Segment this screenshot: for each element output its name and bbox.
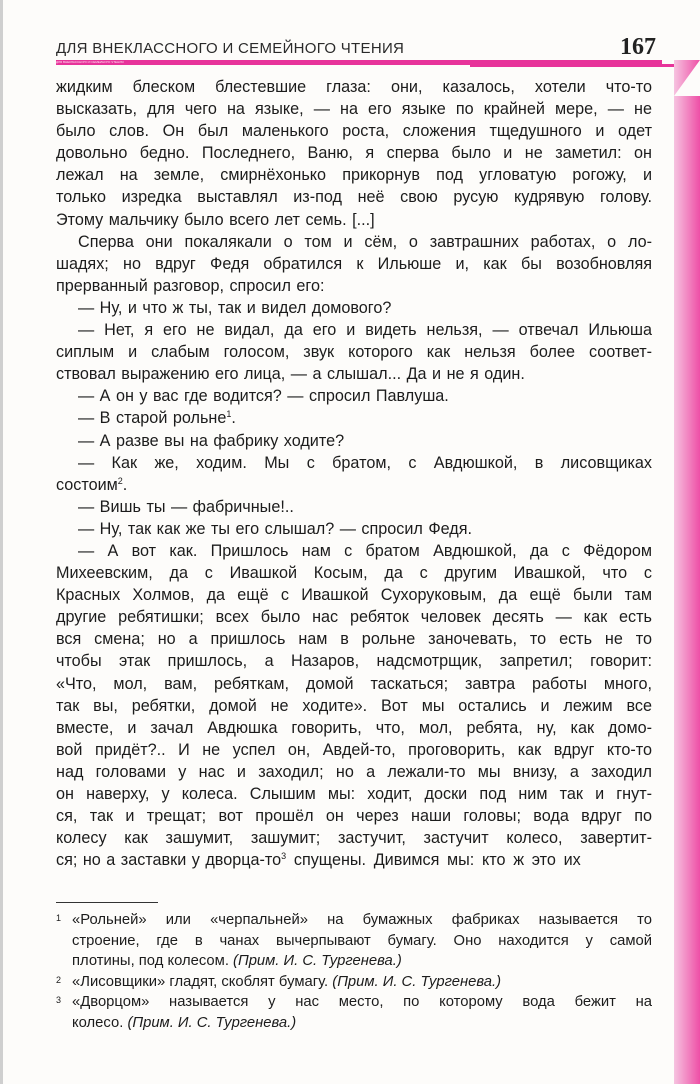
footnote-ref: 1 [226,409,232,420]
footnote-text [72,910,652,972]
text-line: Михеевским, да с Ивашкой Косым, да с другим Ивашкой, что с [56,564,652,583]
text-line [56,849,652,871]
footnote-ref: 3 [281,851,287,862]
text-line: — Как же, ходим. Мы с братом, с Авдюшкой, в лисовщиках [78,453,652,472]
footnote [56,910,652,972]
line-text: — В старой рольне [78,409,227,428]
footnote-line-text: колесо. [72,1014,128,1031]
text-line: ствовал выражению его лица, — а слышал... Да и не я один. [56,365,525,384]
section-tab [674,60,700,1084]
header-rule-tail [470,64,674,67]
text-line: Красных Холмов, да ещё с Ивашкой Сухоруковым, да ещё были там [56,586,652,605]
text-line: «Что, мол, вам, ребяткам, домой таскаться; завтра работы много, [56,674,652,693]
text-line: так вы, ребятки, домой не ходите». Вот мы остались и лежим все [56,696,652,715]
header-title: ДЛЯ ВНЕКЛАССНОГО И СЕМЕЙНОГО ЧТЕНИЯ [56,40,405,57]
text-line: высказать, для чего на языке, — на его языке по крайней мере, — не [56,100,652,119]
body-text [56,76,652,871]
page-edge [0,0,3,1084]
text-line: ся, так и трещат; вот прошёл он через наши головы; вода вдруг по [56,807,652,826]
footnote-number: 2 [56,974,62,985]
text-line: Сперва они покалякали о том и сём, о завтрашних работах, о ло- [78,232,652,251]
text-line: было слов. Он был маленького роста, сложения тщедушного и одет [56,122,652,141]
footnote-line: «Дворцом» называется у нас место, по которому вода бежит на [72,994,652,1010]
text-line: — А вот как. Пришлось нам с братом Авдюшкой, да с Фёдором [78,541,652,560]
text-line: — Вишь ты — фабричные!.. [78,497,294,516]
footnote-line [72,951,652,972]
text-line: лежал на земле, смирнёхонько прикорнув под угловатую рогожу, и [56,166,652,185]
footnote [56,992,652,1033]
text-line: довольно бедно. Последнего, Ваню, я сперва было и не заметил: он [56,144,652,163]
footnote-attribution: (Прим. И. С. Тургенева.) [332,973,502,990]
footnote-number: 1 [56,913,62,923]
footnote-text [72,992,652,1033]
text-line: прерванный разговор, спросил его: [56,276,325,295]
page-number: 167 [620,34,656,60]
text-line: — Ну, так как же ты его слышал? — спросил Федя. [78,519,473,538]
footnote-line: «Рольней» или «черпальней» на бумажных фабриках называется то [72,912,652,928]
text-line: шадях; но вдруг Федя обратился к Ильюше и, как бы возобновляя [56,254,652,273]
text-line: — Ну, и что ж ты, так и видел домового? [78,298,392,317]
punctuation: . [122,475,128,494]
footnote-text [72,972,652,993]
footnote-line-text: плотины, под колесом. [72,953,234,969]
text-line: над головами у нас и заходил; но а лежали-то мы внизу, а заходил [56,762,652,781]
header-micro-text: ДЛЯ ВНЕКЛАССНОГО И СЕМЕЙНОГО ЧТЕНИЯ [56,61,124,64]
text-line: чтобы этак пришлось, а Назаров, надсмотрщик, запретил; говорит: [56,652,652,671]
line-text: состоим [56,475,118,494]
punctuation: . [231,409,236,428]
text-line: он наверху, у колеса. Слышим мы: ходит, доски под ним так и гнут- [56,785,652,803]
text-line: — Нет, я его не видал, да его и видеть нельзя, — отвечал Ильюша [78,321,652,340]
text-line: вся смена; но а пришлось нам в рольне заночевать, то есть не то [56,630,652,649]
line-text: ся; но а заставки у дворца-то [56,851,282,870]
footnote-attribution: (Прим. И. С. Тургенева.) [233,953,402,969]
text-line: вой придёт?.. И не успел он, Авдей-то, проговорить, как вдруг кто-то [56,740,652,759]
footnote-line [72,1013,652,1034]
footnote-ref: 2 [117,475,123,486]
text-line: Этому мальчику было всего лет семь. [...] [56,210,375,229]
text-line: сиплым и слабым голосом, звук которого как нельзя более соответ- [56,343,652,362]
footnote-line: строение, где в чанах вычерпывают бумагу. Оно находится у самой [72,932,652,949]
footnote-attribution: (Прим. И. С. Тургенева.) [127,1014,297,1031]
footnote-rule [56,902,158,903]
text-line: другие ребятишки; всех было нас ребяток человек десять — как есть [56,608,652,627]
footnotes [56,910,652,1033]
line-text: спущены. Дивимся мы: кто ж это их [286,851,581,870]
text-line: — А он у вас где водится? — спросил Павлуша. [78,387,449,406]
footnote-line [72,972,652,993]
section-tab-notch [674,60,700,96]
text-line: жидким блеском блестевшие глаза: они, казалось, хотели что-то [56,78,652,96]
footnote [56,972,652,993]
footnote-line-text: «Лисовщики» гладят, скоблят бумагу. [72,973,333,990]
text-line: — А разве вы на фабрику ходите? [78,431,345,450]
text-line [56,474,652,496]
text-line: колесу как зашумит, зашумит; застучит, застучит колесо, завертит- [56,829,652,848]
text-line [56,407,652,429]
text-line: только изредка выставлял из-под неё свою русую кудрявую голову. [56,188,652,207]
footnote-number: 3 [56,995,62,1005]
text-line: вместе, и зачал Авдюшка говорить, что, мол, ребята, ну, как домо- [56,718,652,737]
